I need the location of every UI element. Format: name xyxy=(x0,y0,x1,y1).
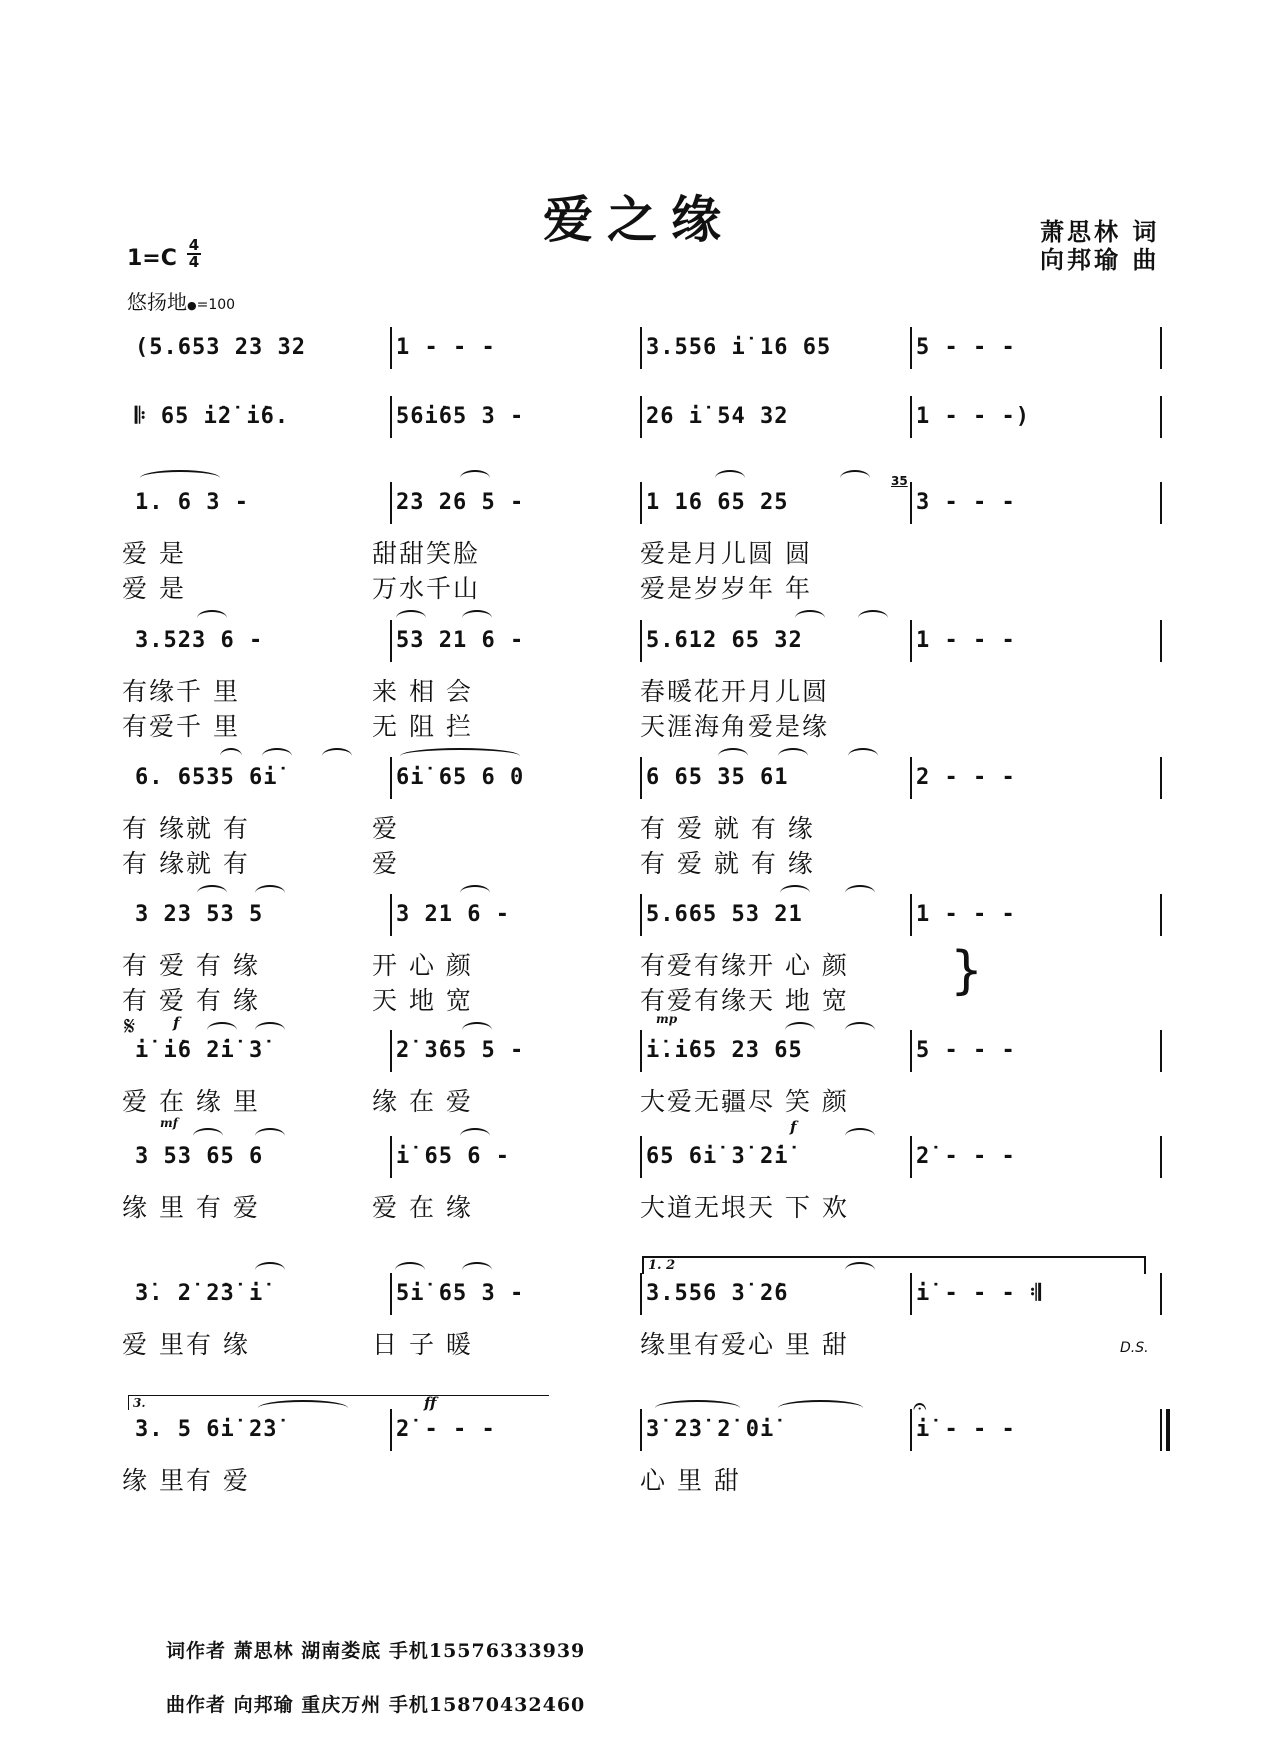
tempo-marking: 悠扬地●=100 xyxy=(127,290,236,314)
slur-arc xyxy=(462,1022,492,1038)
lyric-line: 大爱无疆尽 笑 颜 xyxy=(640,1087,849,1116)
slur-arc xyxy=(140,470,220,486)
slur-arc xyxy=(220,748,242,764)
slur-arc xyxy=(255,1128,285,1144)
slur-arc xyxy=(845,1128,875,1144)
lyric-line: 爱 xyxy=(372,814,400,843)
volta-second-label: 3. xyxy=(133,1396,146,1410)
lyric-line: 天 地 宽 xyxy=(372,986,473,1015)
measure-notes: 3.556 i̇ 16 65 xyxy=(646,335,832,360)
lyric-line: 有 爱 有 缘 xyxy=(122,951,260,980)
slur-arc xyxy=(396,610,426,626)
fermata-mark: 𝄐 xyxy=(913,1392,927,1420)
volta-second xyxy=(128,1395,549,1410)
slur-arc xyxy=(462,610,492,626)
slur-arc xyxy=(255,1262,285,1278)
slur-arc xyxy=(197,610,227,626)
lyric-line: 有缘千 里 xyxy=(122,677,240,706)
bar-line xyxy=(1160,396,1162,438)
lyric-line: 爱 里有 缘 xyxy=(122,1330,250,1359)
lyric-line: 有爱有缘开 心 颜 xyxy=(640,951,849,980)
measure-notes: 3 - - - xyxy=(916,490,1016,515)
slur-arc xyxy=(207,1022,237,1038)
segno-mark: 𝄋 xyxy=(124,1012,136,1042)
bar-line xyxy=(390,327,392,369)
grace-note: 35 xyxy=(891,474,908,488)
slur-arc xyxy=(460,885,490,901)
slur-arc xyxy=(780,885,810,901)
measure-notes: 3̇. 2̇ 2̇3̇ i̇ xyxy=(135,1281,264,1306)
ds-mark: D.S. xyxy=(1120,1340,1149,1356)
bar-line xyxy=(390,396,392,438)
measure-notes: 3 53 65 6 xyxy=(135,1144,264,1169)
slur-arc xyxy=(845,1022,875,1038)
tempo-value: =100 xyxy=(196,297,236,313)
measure-notes: 5 - - - xyxy=(916,335,1016,360)
lyric-line: 爱 是 xyxy=(122,574,186,603)
bar-line xyxy=(1160,1030,1162,1072)
lyric-line: 无 阻 拦 xyxy=(372,712,473,741)
slur-arc xyxy=(778,1400,863,1416)
measure-notes: 5.612 65 32 xyxy=(646,628,803,653)
slur-arc xyxy=(858,610,888,626)
lyric-line: 缘里有爱心 里 甜 xyxy=(640,1330,849,1359)
measure-notes: 23 26 5 - xyxy=(396,490,525,515)
brace: } xyxy=(950,941,984,1001)
bar-line xyxy=(1160,482,1162,524)
lyric-line: 有 缘就 有 xyxy=(122,849,250,878)
bar-line xyxy=(640,757,642,799)
measure-notes: 26 i̇ 54 32 xyxy=(646,404,789,429)
bar-line xyxy=(1160,757,1162,799)
bar-line xyxy=(1160,1409,1162,1451)
measure-notes: 1. 6 3 - xyxy=(135,490,249,515)
measure-notes: i̇ - - - xyxy=(916,1417,1016,1442)
bar-line xyxy=(640,620,642,662)
measure-notes: (5.653 23 32 xyxy=(135,335,306,360)
tempo-word: 悠扬地 xyxy=(127,290,187,314)
lyric-line: 甜甜笑脸 xyxy=(372,539,481,568)
lyric-line: 爱 是 xyxy=(122,539,186,568)
dynamic-mp: mp xyxy=(656,1012,678,1026)
measure-notes: 6. 6535 6i̇ xyxy=(135,765,278,790)
lyric-line: 有 爱 就 有 缘 xyxy=(640,814,815,843)
lyric-line: 缘 里有 爱 xyxy=(122,1466,250,1495)
slur-arc xyxy=(845,885,875,901)
bar-line xyxy=(390,757,392,799)
volta-first-label: 1. 2 xyxy=(648,1258,676,1273)
bar-line xyxy=(910,396,912,438)
bar-line xyxy=(390,1273,392,1315)
measure-notes: 𝄆 65 i̇2̇ i̇6. xyxy=(135,404,290,429)
bar-line xyxy=(640,1136,642,1178)
bar-line xyxy=(910,482,912,524)
measure-notes: 3. 5 6i̇ 2̇3̇ xyxy=(135,1417,278,1442)
bar-line xyxy=(640,482,642,524)
lyric-line: 爱是月儿圆 圆 xyxy=(640,539,812,568)
lyricist-credit: 萧思林 词 xyxy=(1040,217,1160,246)
slur-arc xyxy=(840,470,870,486)
lyric-line: 爱 在 缘 里 xyxy=(122,1087,260,1116)
slur-arc xyxy=(255,1022,285,1038)
lyric-line: 来 相 会 xyxy=(372,677,473,706)
measure-notes: 1 16 65 25 xyxy=(646,490,789,515)
bar-line xyxy=(1160,327,1162,369)
bar-line xyxy=(1160,620,1162,662)
time-signature xyxy=(187,238,201,270)
measure-notes: 2̇ - - - xyxy=(396,1417,496,1442)
key-signature: 1=C xyxy=(127,246,177,271)
slur-arc xyxy=(778,748,808,764)
footer-composer: 曲作者 向邦瑜 重庆万州 手机15870432460 xyxy=(166,1694,586,1716)
measure-notes: i̇ - - - 𝄇 xyxy=(916,1281,1042,1306)
bar-line xyxy=(390,482,392,524)
lyric-line: 开 心 颜 xyxy=(372,951,473,980)
lyric-line: 日 子 暖 xyxy=(372,1330,473,1359)
bar-line xyxy=(910,620,912,662)
lyric-line: 有 爱 有 缘 xyxy=(122,986,260,1015)
measure-notes: 3 21 6 - xyxy=(396,902,510,927)
measure-notes: 1 - - -) xyxy=(916,404,1030,429)
measure-notes: 3.556 3̇ 2̇6 xyxy=(646,1281,789,1306)
slur-arc xyxy=(255,885,285,901)
bar-line xyxy=(640,327,642,369)
slur-arc xyxy=(395,1262,425,1278)
slur-arc xyxy=(262,748,292,764)
bar-line xyxy=(390,620,392,662)
slur-arc xyxy=(785,1022,815,1038)
lyric-line: 万水千山 xyxy=(372,574,481,603)
slur-arc xyxy=(197,885,227,901)
measure-notes: 3 23 53 5 xyxy=(135,902,264,927)
lyric-line: 有爱有缘天 地 宽 xyxy=(640,986,849,1015)
time-top: 4 xyxy=(188,236,200,254)
measure-notes: 2 - - - xyxy=(916,765,1016,790)
dynamic-mf: mf xyxy=(160,1116,178,1130)
measure-notes: 56i̇65 3 - xyxy=(396,404,525,429)
slur-arc xyxy=(322,748,352,764)
dynamic-f: f xyxy=(173,1014,180,1032)
bar-line xyxy=(640,1030,642,1072)
bar-line xyxy=(1160,1136,1162,1178)
slur-arc xyxy=(400,748,520,764)
volta-first xyxy=(642,1256,1146,1274)
bar-line xyxy=(640,1409,642,1451)
lyric-line: 天涯海角爱是缘 xyxy=(640,712,830,741)
measure-notes: 5 - - - xyxy=(916,1038,1016,1063)
bar-line xyxy=(910,327,912,369)
measure-notes: 2̇ - - - xyxy=(916,1144,1016,1169)
measure-notes: 65 6i̇ 3̇ 2̇i̇ xyxy=(646,1144,789,1169)
bar-line xyxy=(910,1030,912,1072)
slur-arc xyxy=(795,610,825,626)
measure-notes: 53 21 6 - xyxy=(396,628,525,653)
time-bottom: 4 xyxy=(188,253,200,271)
bar-line xyxy=(390,1409,392,1451)
measure-notes: i̇ i̇6 2̇i̇ 3̇ xyxy=(135,1038,264,1063)
bar-line xyxy=(1160,1273,1162,1315)
measure-notes: 1 - - - xyxy=(916,902,1016,927)
bar-line xyxy=(390,1030,392,1072)
dynamic-ff: ff xyxy=(424,1394,437,1412)
lyric-line: 缘 里 有 爱 xyxy=(122,1193,260,1222)
lyric-line: 有 缘就 有 xyxy=(122,814,250,843)
song-title: 爱之缘 xyxy=(543,190,735,249)
lyric-line: 爱 xyxy=(372,849,400,878)
bar-line xyxy=(640,396,642,438)
slur-arc xyxy=(718,748,748,764)
bar-line xyxy=(640,1273,642,1315)
bar-line xyxy=(910,1409,912,1451)
bar-line xyxy=(390,1136,392,1178)
measure-notes: 5i̇ 65 3 - xyxy=(396,1281,525,1306)
measure-notes: 1 - - - xyxy=(396,335,496,360)
measure-notes: 6 65 35 61 xyxy=(646,765,789,790)
lyric-line: 心 里 甜 xyxy=(640,1466,741,1495)
slur-arc xyxy=(655,1400,740,1416)
lyric-line: 缘 在 爱 xyxy=(372,1087,473,1116)
bar-line xyxy=(910,1273,912,1315)
measure-notes: 3.523 6 - xyxy=(135,628,264,653)
slur-arc xyxy=(460,470,490,486)
slur-arc xyxy=(462,1262,492,1278)
footer-lyricist: 词作者 萧思林 湖南娄底 手机15576333939 xyxy=(166,1640,586,1662)
slur-arc xyxy=(715,470,745,486)
bar-line xyxy=(390,894,392,936)
lyric-line: 爱 在 缘 xyxy=(372,1193,473,1222)
lyric-line: 有爱千 里 xyxy=(122,712,240,741)
slur-arc xyxy=(193,1128,223,1144)
lyric-line: 春暖花开月儿圆 xyxy=(640,677,830,706)
bar-line xyxy=(640,894,642,936)
measure-notes: 3̇ 2̇3̇ 2̇ 0i̇ xyxy=(646,1417,775,1442)
measure-notes: 2̇ 3̇65 5 - xyxy=(396,1038,525,1063)
measure-notes: i̇ 65 6 - xyxy=(396,1144,510,1169)
final-bar-line xyxy=(1166,1409,1170,1451)
lyric-line: 大道无垠天 下 欢 xyxy=(640,1193,849,1222)
slur-arc xyxy=(460,1128,490,1144)
bar-line xyxy=(910,757,912,799)
slur-arc xyxy=(848,748,878,764)
measure-notes: i̇.i̇65 23 65 xyxy=(646,1038,803,1063)
bar-line xyxy=(910,894,912,936)
dynamic-f-second: f xyxy=(790,1118,797,1136)
lyric-line: 有 爱 就 有 缘 xyxy=(640,849,815,878)
bar-line xyxy=(910,1136,912,1178)
bar-line xyxy=(1160,894,1162,936)
composer-credit: 向邦瑜 曲 xyxy=(1040,245,1160,274)
lyric-line: 爱是岁岁年 年 xyxy=(640,574,812,603)
measure-notes: 1 - - - xyxy=(916,628,1016,653)
measure-notes: 5.665 53 21 xyxy=(646,902,803,927)
measure-notes: 6i̇ 65 6 0 xyxy=(396,765,525,790)
